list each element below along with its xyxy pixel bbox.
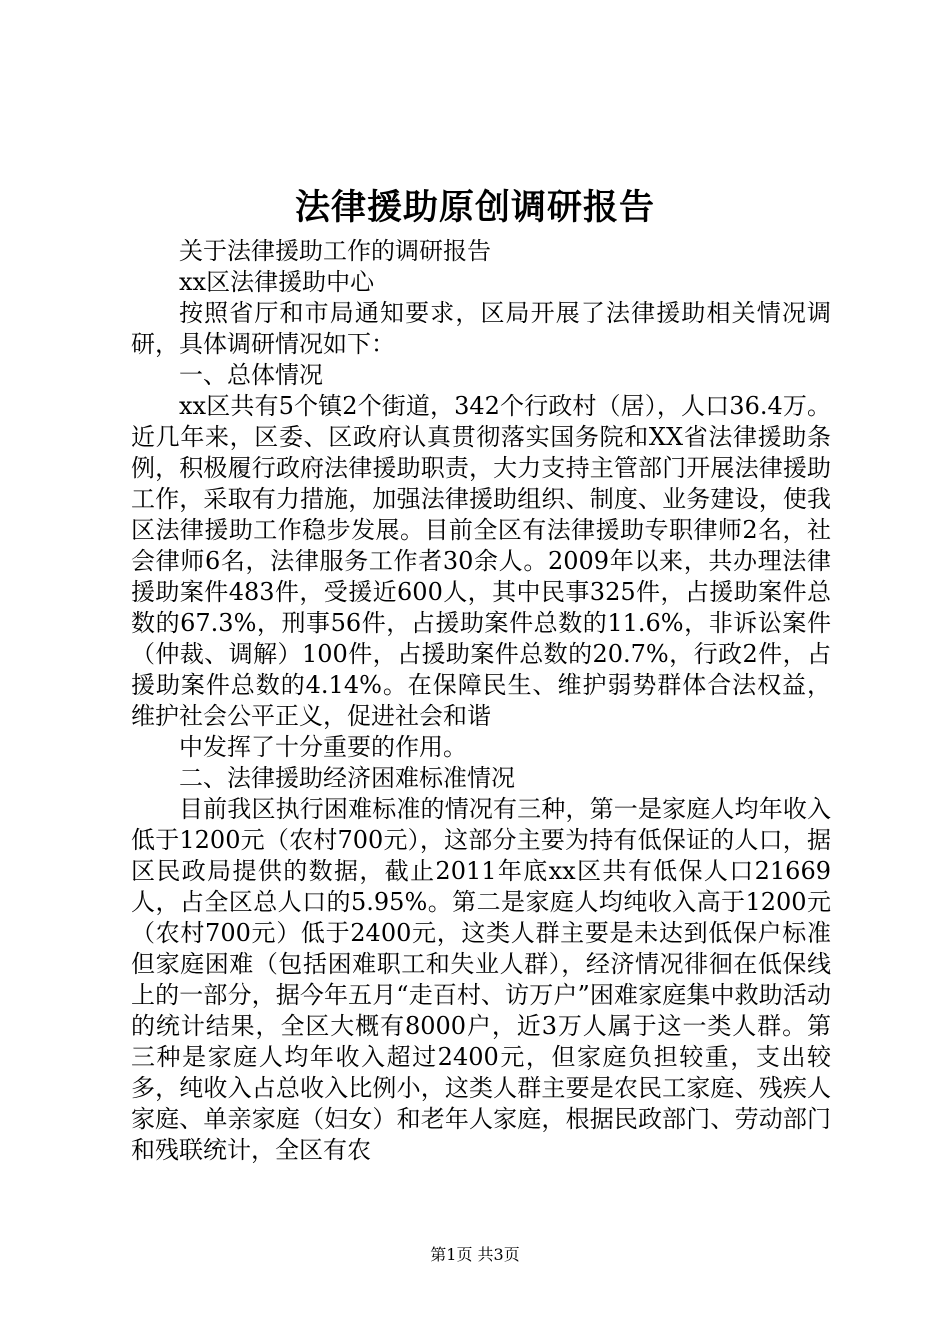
- section-heading: 一、总体情况: [179, 361, 323, 389]
- body-paragraph: 中发挥了十分重要的作用。: [179, 733, 467, 761]
- body-paragraph: 目前我区执行困难标准的情况有三种，第一是家庭人均年收入低于1200元（农村700元），这部分主要为持有低保证的人口，据区民政局提供的数据，截止2011年底xx区共有低保人口21669人，占全区总人口的5.95%。第二是家庭人均纯收入高于1200元（农村700元）低于2400元，这类人群主要是未达到低保户标准但家庭困难（包括困难职工和失业人群），经济情况徘徊在低保线上的一部分，据今年五月“走百村、访万户”困难家庭集中救助活动的统计结果，全区大概有8000户，近3万人属于这一类人群。第三种是家庭人均年收入超过2400元，但家庭负担较重，支出较多，纯收入占总收入比例小，这类人群主要是农民工家庭、残疾人家庭、单亲家庭（妇女）和老年人家庭，根据民政部门、劳动部门和残联统计，全区有农: [131, 795, 831, 1164]
- document-title: 法律援助原创调研报告: [294, 187, 655, 228]
- page-footer: 第1页 共3页: [430, 1245, 520, 1264]
- body-paragraph: 按照省厅和市局通知要求，区局开展了法律援助相关情况调研，具体调研情况如下：: [131, 299, 831, 358]
- document-body: [131, 236, 831, 1166]
- report-author: xx区法律援助中心: [179, 268, 375, 296]
- section-heading: 二、法律援助经济困难标准情况: [179, 764, 515, 792]
- report-subtitle: 关于法律援助工作的调研报告: [179, 237, 491, 265]
- body-paragraph: xx区共有5个镇2个街道，342个行政村（居），人口36.4万。近几年来，区委、区政府认真贯彻落实国务院和XX省法律援助条例，积极履行政府法律援助职责，大力支持主管部门开展法律援助工作，采取有力措施，加强法律援助组织、制度、业务建设，使我区法律援助工作稳步发展。目前全区有法律援助专职律师2名，社会律师6名，法律服务工作者30余人。2009年以来，共办理法律援助案件483件，受援近600人，其中民事325件，占援助案件总数的67.3%，刑事56件，占援助案件总数的11.6%，非诉讼案件（仲裁、调解）100件，占援助案件总数的20.7%，行政2件，占援助案件总数的4.14%。在保障民生、维护弱势群体合法权益，维护社会公平正义，促进社会和谐: [131, 392, 831, 730]
